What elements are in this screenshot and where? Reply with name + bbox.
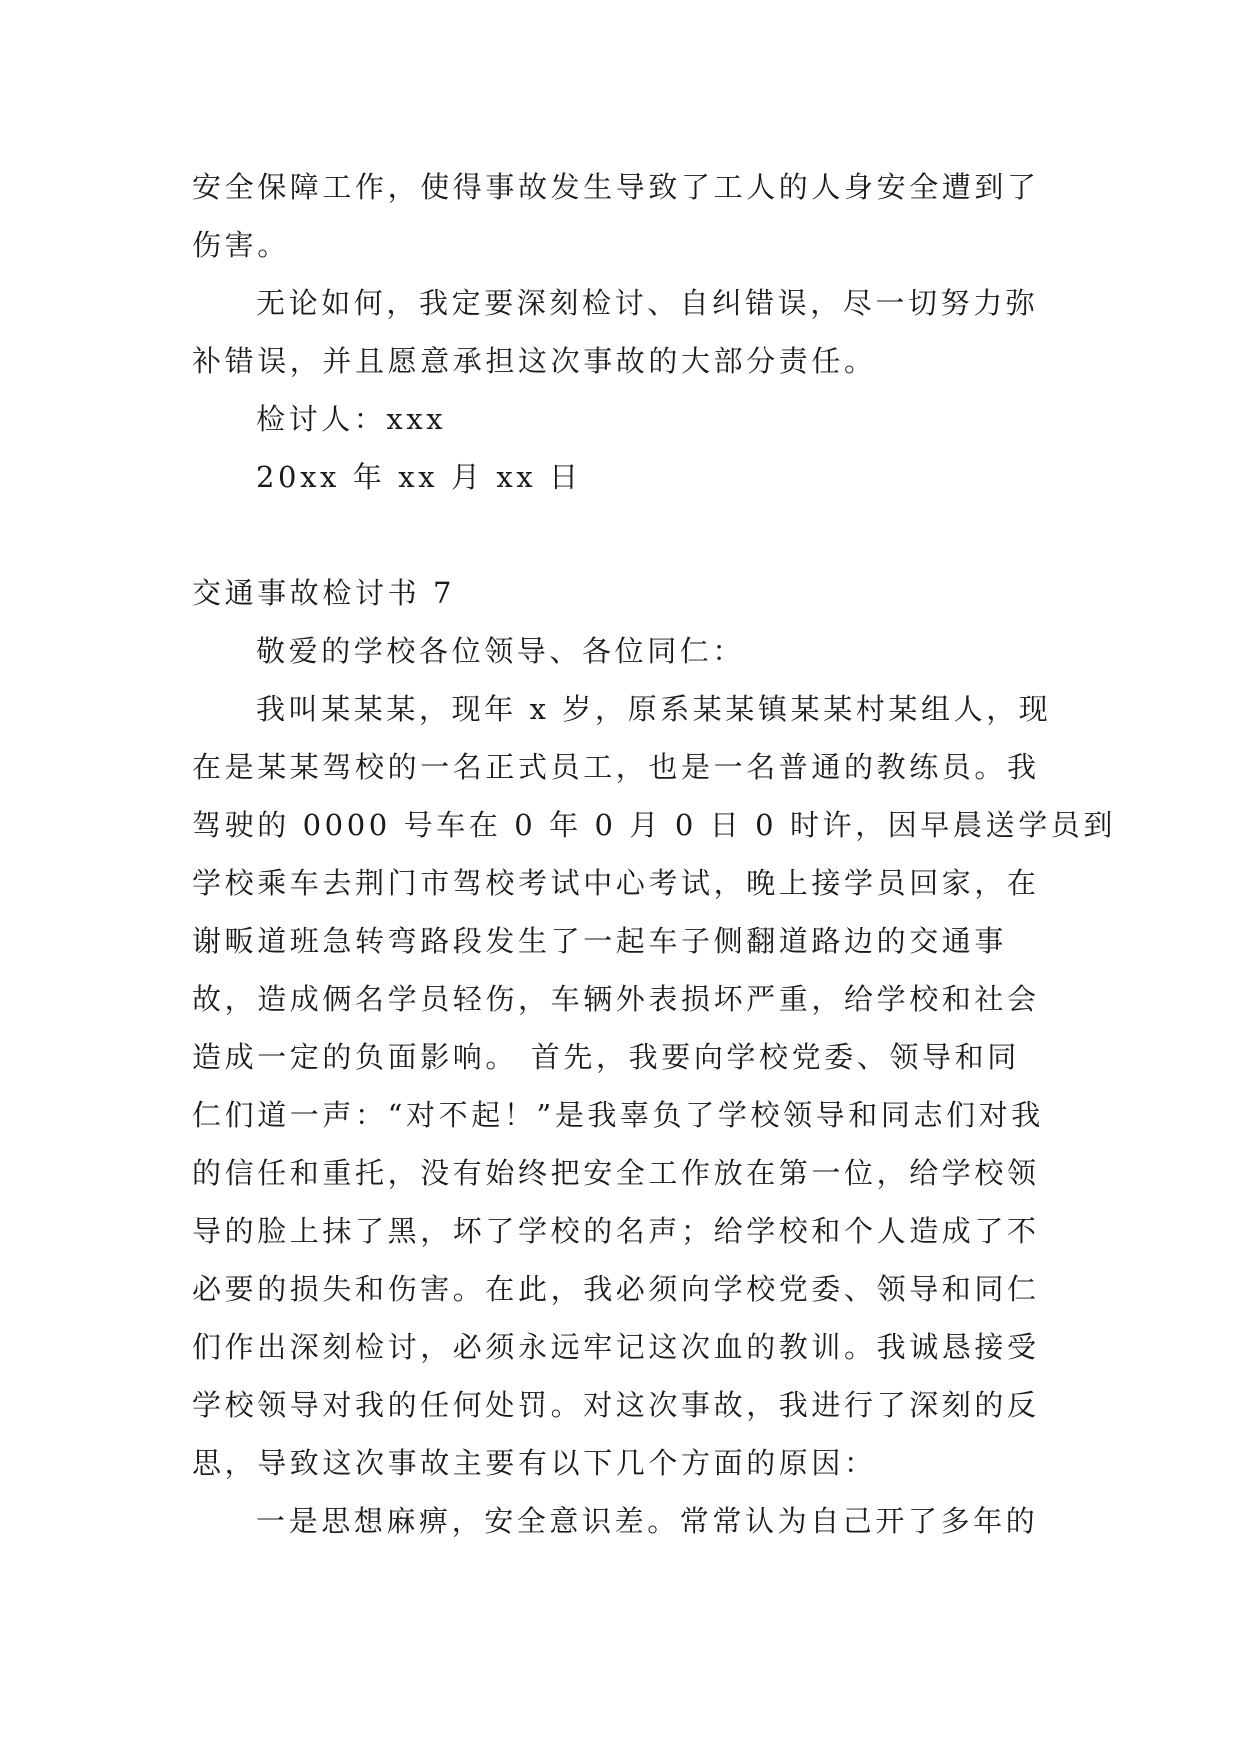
paragraph-line: 伤害。 <box>192 228 290 262</box>
paragraph-line: 无论如何，我定要深刻检讨、自纠错误，尽一切努力弥 <box>256 286 1039 320</box>
paragraph-line: 补错误，并且愿意承担这次事故的大部分责任。 <box>192 344 877 378</box>
paragraph-line: 造成一定的负面影响。 首先，我要向学校党委、领导和同 <box>192 1040 1020 1074</box>
paragraph-line: 一是思想麻痹，安全意识差。常常认为自己开了多年的 <box>256 1504 1039 1538</box>
paragraph-line: 故，造成俩名学员轻伤，车辆外表损坏严重，给学校和社会 <box>192 982 1040 1016</box>
paragraph-line: 安全保障工作，使得事故发生导致了工人的人身安全遭到了 <box>192 170 1040 204</box>
salutation: 敬爱的学校各位领导、各位同仁： <box>256 634 746 668</box>
paragraph-line: 我叫某某某，现年 x 岁，原系某某镇某某村某组人，现 <box>256 692 1052 726</box>
paragraph-line: 学校领导对我的任何处罚。对这次事故，我进行了深刻的反 <box>192 1388 1040 1422</box>
paragraph-line: 谢畈道班急转弯路段发生了一起车子侧翻道路边的交通事 <box>192 924 1008 958</box>
paragraph-line: 在是某某驾校的一名正式员工，也是一名普通的教练员。我 <box>192 750 1040 784</box>
section-title: 交通事故检讨书 7 <box>192 576 456 610</box>
paragraph-line: 仁们道一声：“对不起！”是我辜负了学校领导和同志们对我 <box>192 1098 1044 1132</box>
paragraph-line: 思，导致这次事故主要有以下几个方面的原因： <box>192 1446 877 1480</box>
document-page <box>192 158 1116 1550</box>
paragraph-line: 导的脸上抹了黑，坏了学校的名声；给学校和个人造成了不 <box>192 1214 1040 1248</box>
paragraph-line: 的信任和重托，没有始终把安全工作放在第一位，给学校领 <box>192 1156 1040 1190</box>
paragraph-line: 们作出深刻检讨，必须永远牢记这次血的教训。我诚恳接受 <box>192 1330 1040 1364</box>
paragraph-line: 必要的损失和伤害。在此，我必须向学校党委、领导和同仁 <box>192 1272 1040 1306</box>
signer-line: 检讨人：xxx <box>256 402 447 436</box>
paragraph-line: 学校乘车去荆门市驾校考试中心考试，晚上接学员回家，在 <box>192 866 1040 900</box>
section-gap <box>192 506 1062 564</box>
paragraph-line: 驾驶的 0000 号车在 0 年 0 月 0 日 0 时许，因早晨送学员到 <box>192 808 1116 842</box>
date-line: 20xx 年 xx 月 xx 日 <box>256 460 582 494</box>
